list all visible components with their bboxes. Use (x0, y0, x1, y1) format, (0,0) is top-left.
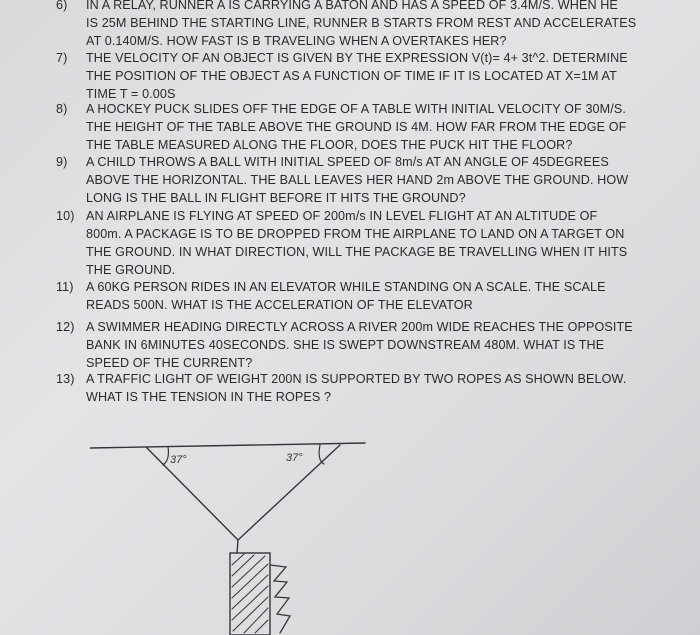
question-line: IN A RELAY, RUNNER A IS CARRYING A BATON AND HAS A SPEED OF 3.4M/S. WHEN HE (86, 0, 618, 12)
traffic-light-diagram (90, 430, 470, 635)
question-line: THE GROUND. IN WHAT DIRECTION, WILL THE PACKAGE BE TRAVELLING WHEN IT HITS (86, 245, 628, 259)
question-number: 10) (56, 209, 75, 223)
question-line: ABOVE THE HORIZONTAL. THE BALL LEAVES HER HAND 2m ABOVE THE GROUND. HOW (86, 173, 629, 187)
question-line: READS 500N. WHAT IS THE ACCELERATION OF THE ELEVATOR (86, 298, 473, 312)
question-line: THE GROUND. (86, 263, 176, 277)
question-line: TIME T = 0.00S (86, 87, 176, 101)
question-line: WHAT IS THE TENSION IN THE ROPES ? (86, 390, 332, 404)
question-12 (56, 318, 633, 372)
question-line: AT 0.140M/S. HOW FAST IS B TRAVELING WHEN A OVERTAKES HER? (86, 34, 507, 48)
question-10 (56, 207, 628, 279)
question-6 (56, 0, 637, 50)
question-line: A SWIMMER HEADING DIRECTLY ACROSS A RIVER 200m WIDE REACHES THE OPPOSITE (86, 320, 633, 334)
question-11 (58, 278, 618, 314)
question-line: THE POSITION OF THE OBJECT AS A FUNCTION OF TIME IF IT IS LOCATED AT X=1M AT (86, 69, 617, 83)
question-line: SPEED OF THE CURRENT? (86, 356, 253, 370)
question-13 (56, 370, 627, 406)
ceiling-line (90, 443, 365, 448)
question-number: 7) (56, 51, 68, 65)
question-line: A HOCKEY PUCK SLIDES OFF THE EDGE OF A TABLE WITH INITIAL VELOCITY OF 30M/S. (86, 102, 626, 116)
left-angle-label: 37° (170, 454, 187, 466)
question-number: 13) (56, 372, 75, 386)
traffic-light-side-brackets (270, 565, 290, 633)
question-line: THE TABLE MEASURED ALONG THE FLOOR, DOES THE PUCK HIT THE FLOOR? (86, 138, 573, 152)
question-line: AN AIRPLANE IS FLYING AT SPEED OF 200m/s IN LEVEL FLIGHT AT AN ALTITUDE OF (86, 209, 598, 223)
question-line: BANK IN 6MINUTES 40SECONDS. SHE IS SWEPT DOWNSTREAM 480M. WHAT IS THE (86, 338, 605, 352)
right-angle-label: 37° (286, 452, 303, 464)
question-line: THE HEIGHT OF THE TABLE ABOVE THE GROUND IS 4M. HOW FAR FROM THE EDGE OF (86, 120, 627, 134)
question-9 (56, 153, 629, 207)
center-rope (237, 540, 238, 553)
left-angle-arc (163, 447, 168, 465)
question-8 (56, 100, 627, 154)
left-rope (146, 447, 238, 540)
question-line: A 60KG PERSON RIDES IN AN ELEVATOR WHILE STANDING ON A SCALE. THE SCALE (86, 280, 606, 294)
question-line: THE VELOCITY OF AN OBJECT IS GIVEN BY THE EXPRESSION V(t)= 4+ 3t^2. DETERMINE (86, 51, 628, 65)
question-line: 800m. A PACKAGE IS TO BE DROPPED FROM THE AIRPLANE TO LAND ON A TARGET ON (86, 227, 625, 241)
question-line: IS 25M BEHIND THE STARTING LINE, RUNNER B STARTS FROM REST AND ACCELERATES (86, 16, 637, 30)
question-number: 9) (56, 155, 68, 169)
question-line: A CHILD THROWS A BALL WITH INITIAL SPEED OF 8m/s AT AN ANGLE OF 45DEGREES (86, 155, 609, 169)
question-line: LONG IS THE BALL IN FLIGHT BEFORE IT HITS THE GROUND? (86, 191, 466, 205)
question-number: 8) (56, 102, 68, 116)
question-number: 6) (56, 0, 68, 12)
traffic-light-hatching (232, 554, 268, 633)
question-number: 11) (56, 280, 74, 294)
question-line: A TRAFFIC LIGHT OF WEIGHT 200N IS SUPPORTED BY TWO ROPES AS SHOWN BELOW. (86, 372, 627, 386)
question-7 (56, 49, 628, 103)
question-number: 12) (56, 320, 75, 334)
